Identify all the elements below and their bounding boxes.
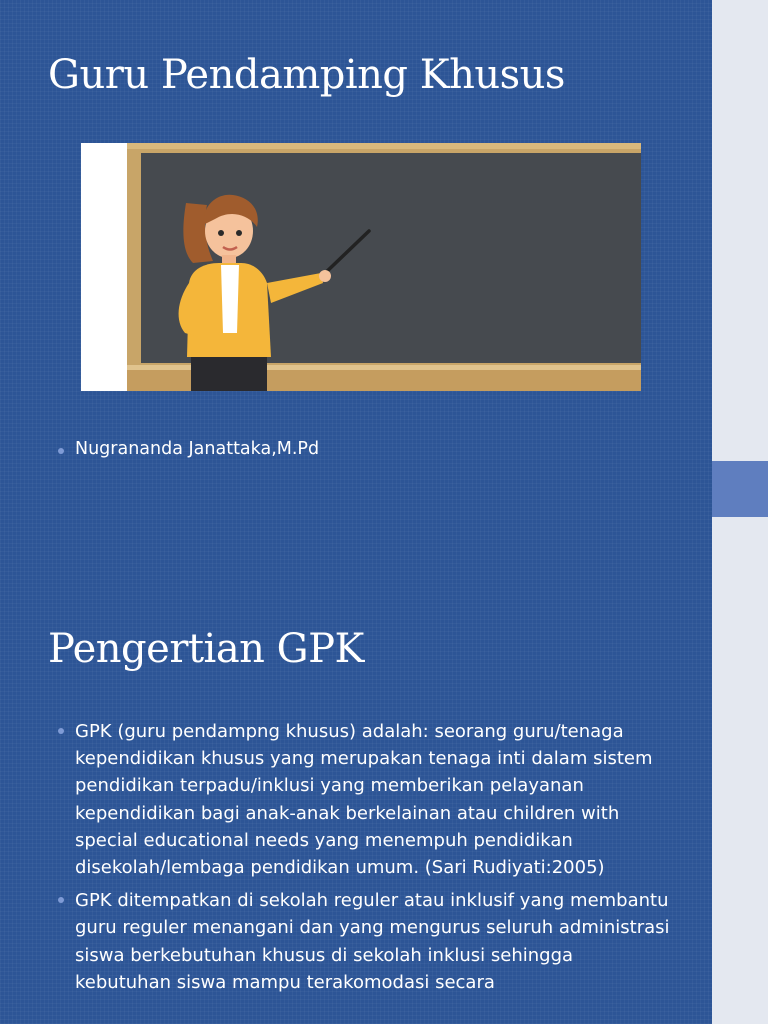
bullet-text: GPK (guru pendampng khusus) adalah: seorang guru/tenaga kependidikan khusus yang merupakan tenaga inti dalam sistem pendidikan terpadu/inklusi yang memberikan pelayanan kependidikan bagi anak-anak berkelainan atau children with special educational needs yang menempuh pendidikan disekolah/lembaga pendidikan umum. (Sari Rudiyati:2005) — [75, 721, 653, 879]
bullet-marker — [58, 897, 64, 903]
slide-2-bullets — [56, 718, 671, 1002]
bullet-text: GPK ditempatkan di sekolah reguler atau inklusif yang membantu guru reguler menangani dan yang mengurus seluruh administrasi siswa berkebutuhan khusus di sekolah inklusi sehingga kebutuhan siswa mampu terakomodasi secara — [75, 890, 670, 993]
list-item — [56, 718, 671, 881]
bullet-text: Nugrananda Janattaka,M.Pd — [75, 439, 320, 459]
list-item — [56, 887, 671, 996]
slide-1-title: Guru Pendamping Khusus — [48, 52, 565, 98]
bullet-marker — [58, 448, 64, 454]
scrollbar-thumb[interactable] — [712, 461, 768, 517]
teacher-shirt — [221, 265, 239, 333]
bullet-marker — [58, 728, 64, 734]
teacher-trousers — [191, 357, 267, 391]
slide-2-title: Pengertian GPK — [48, 626, 364, 672]
list-item — [56, 439, 676, 459]
teacher-chalkboard-illustration — [81, 143, 641, 391]
slide-1-bullets — [56, 439, 676, 459]
scrollbar[interactable] — [712, 0, 768, 1024]
